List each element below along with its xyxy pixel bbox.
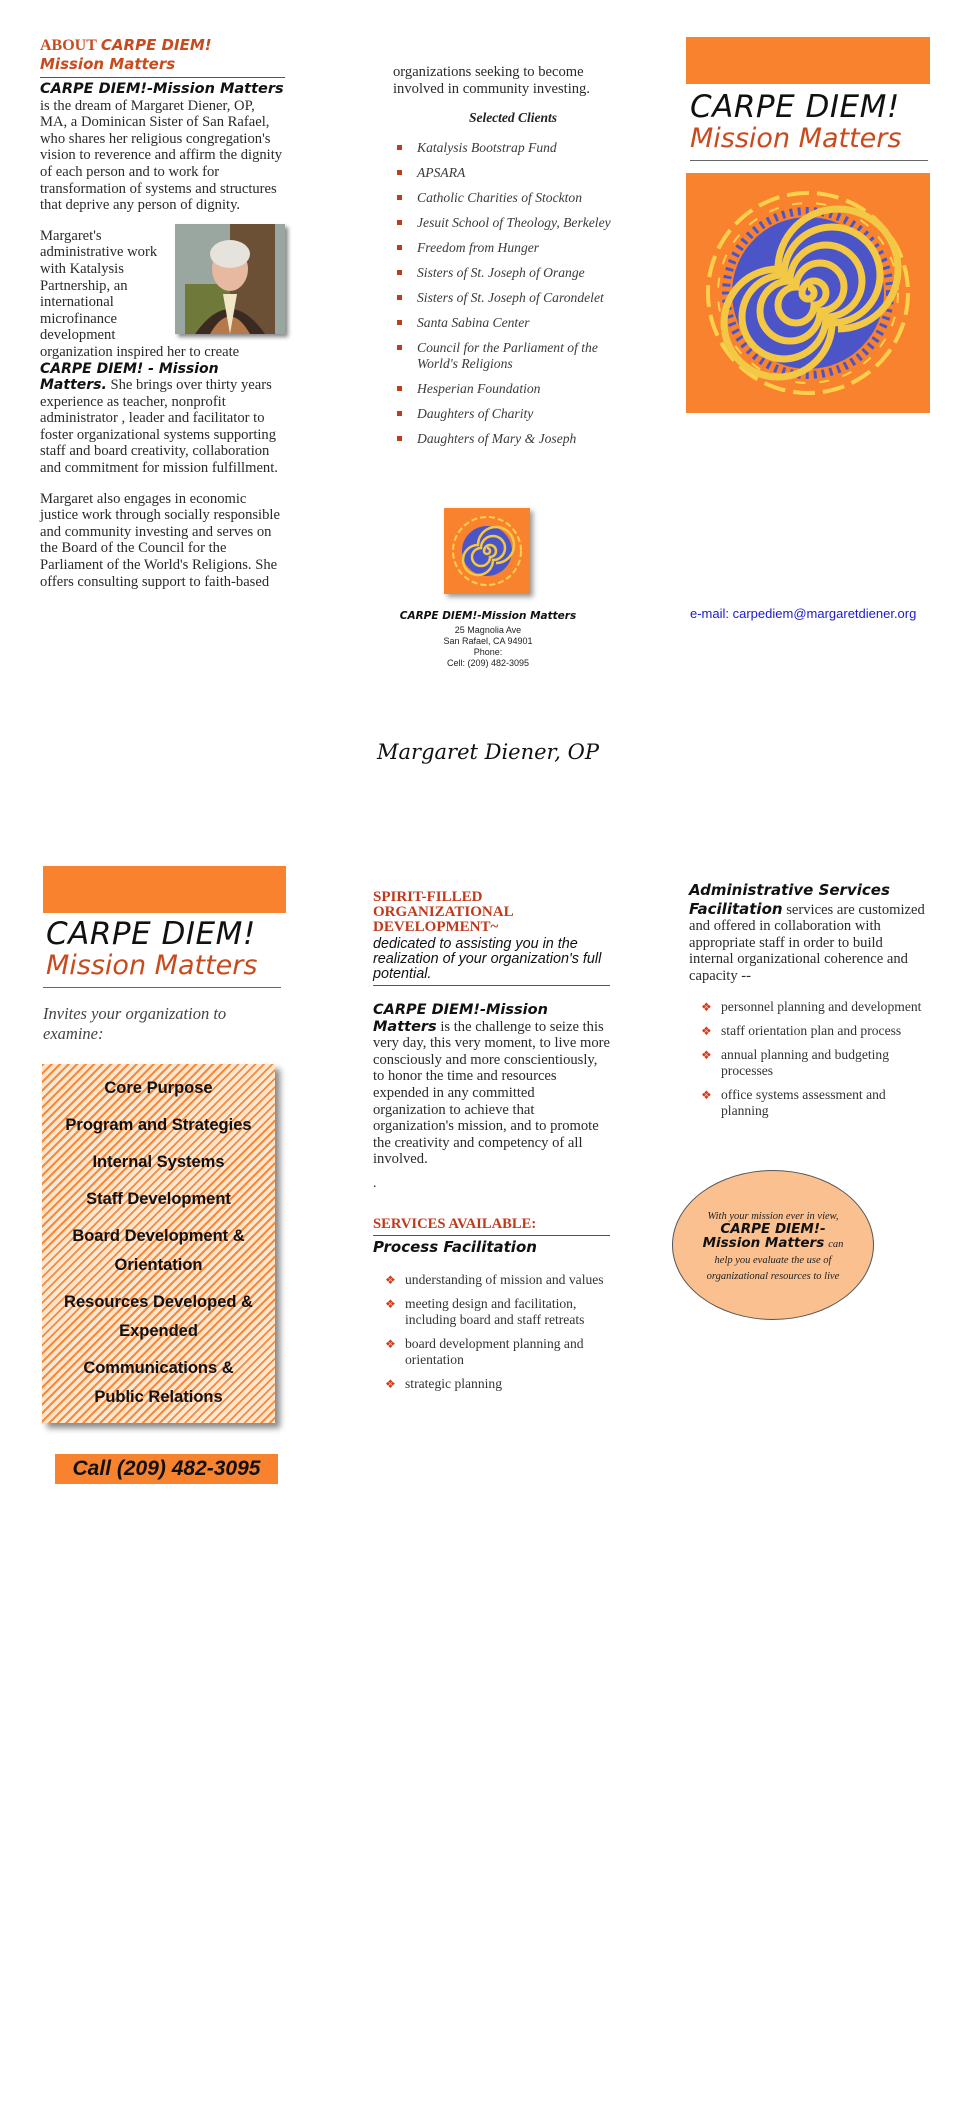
cover-title [690, 90, 934, 154]
spirit-text: CARPE DIEM!-Mission Matters is the challenge to seize this very day, this very moment, to live more consciously and more conscientiously, to honor the time and resources expended in any committed organization to achieve that organization's mission, and to promote the creativity and competency of all involved. [373, 1002, 610, 1168]
invite-text: Invites your organization to examine: [43, 1004, 227, 1043]
admin-service-item: ❖ staff orientation plan and process [699, 1023, 926, 1039]
topic-item: Staff Development [86, 1190, 231, 1208]
clients-continued-text: organizations seeking to become involved in community investing. [393, 64, 591, 97]
process-item: ❖ understanding of mission and values [383, 1272, 610, 1288]
portrait-photo [175, 224, 285, 334]
contact-logo [444, 508, 530, 594]
services-divider [373, 1235, 610, 1236]
topic-item: Internal Systems [92, 1153, 225, 1171]
client-item: Sisters of St. Joseph of Orange [395, 265, 633, 281]
client-item: Jesuit School of Theology, Berkeley [395, 215, 633, 231]
cover-divider [690, 160, 928, 161]
client-item: Sisters of St. Joseph of Carondelet [395, 290, 633, 306]
contact-brand: CARPE DIEM!-Mission Matters [399, 610, 577, 622]
about-para2: Margaret's administrative work with Katalysis Partnership, an international microfinance development organization inspired her to create CARPE DIEM! - Mission Matters. She brings over thirty years experience as teacher, nonprofit administrator , leader and facilitator to foster organizational systems supporting staff and board creativity, collaboration and commitment for mission fulfillment. [40, 228, 285, 477]
spiral-icon [444, 508, 530, 594]
spirit-heading: SPIRIT-FILLED ORGANIZATIONAL DEVELOPMENT~ [373, 889, 513, 935]
cover-top-bar [686, 37, 930, 84]
cover-logo [686, 173, 930, 413]
process-item: ❖ meeting design and facilitation, including board and staff retreats [383, 1296, 610, 1328]
about-divider [40, 77, 285, 78]
contact-cell: Cell: (209) 482-3095 [446, 658, 530, 668]
invite-brand2: Mission Matters [46, 950, 258, 981]
invite-title [46, 917, 291, 981]
client-item: Catholic Charities of Stockton [395, 190, 633, 206]
panel-admin [689, 881, 926, 1127]
spirit-dot: . [373, 1175, 377, 1191]
panel-about [40, 36, 285, 590]
contact-phone-label: Phone: [473, 647, 503, 657]
client-item: Daughters of Charity [395, 406, 633, 422]
spiral-sun-icon [686, 173, 930, 413]
invite-divider [43, 987, 281, 988]
admin-service-item: ❖ personnel planning and development [699, 999, 926, 1015]
process-list [383, 1272, 610, 1392]
cover-email-link[interactable]: e-mail: carpediem@margaretdiener.org [690, 606, 917, 621]
topics-list [42, 1064, 275, 1412]
spirit-divider [373, 985, 610, 986]
topic-item: Core Purpose [104, 1079, 213, 1097]
contact-address1: 25 Magnolia Ave [454, 625, 522, 635]
invite-brand1: CARPE DIEM! [46, 916, 256, 952]
topic-item: Program and Strategies [65, 1116, 252, 1134]
about-para3: Margaret also engages in economic justice work through socially responsible and community investing and serves on the Board of the Council for the Parliament of the World's Religions. She offers consulting support to faith-based [40, 490, 280, 590]
clients-list [395, 140, 633, 447]
call-button[interactable]: Call (209) 482-3095 [55, 1454, 278, 1484]
oval-body: CARPE DIEM!-Mission Matters can help you evaluate the use of organizational resources to live [702, 1221, 844, 1282]
admin-service-item: ❖ office systems assessment and planning [699, 1087, 926, 1119]
client-item: Hesperian Foundation [395, 381, 633, 397]
clients-title: Selected Clients [468, 110, 558, 126]
oval-line1: With your mission ever in view, [707, 1211, 839, 1222]
topics-box [42, 1064, 275, 1423]
admin-intro: Administrative Services Facilitation services are customized and offered in collaboration with appropriate staff in order to build internal organizational coherence and capacity -- [689, 881, 925, 984]
about-heading: ABOUT CARPE DIEM! Mission Matters [40, 36, 212, 73]
portrait-illustration [175, 224, 285, 334]
client-item: Daughters of Mary & Joseph [395, 431, 633, 447]
topic-item: Resources Developed & Expended [64, 1293, 253, 1340]
contact-block [393, 610, 583, 669]
cover-brand1: CARPE DIEM! [690, 89, 900, 125]
services-heading: SERVICES AVAILABLE: [373, 1215, 537, 1232]
process-title: Process Facilitation [373, 1237, 537, 1256]
about-intro: CARPE DIEM!-Mission Matters is the dream of Margaret Diener, OP, MA, a Dominican Sister of San Rafael, who shares her religious congregation's vision to reverence and affirm the dignity of each person and to work for transformation of systems and structures that deprive any person of dignity. [40, 81, 284, 214]
client-item: Council for the Parliament of the World's Religions [395, 340, 633, 372]
cover-brand2: Mission Matters [690, 123, 902, 154]
panel-services [373, 890, 610, 1400]
contact-address2: San Rafael, CA 94901 [443, 636, 533, 646]
invite-top-bar [43, 866, 286, 913]
topic-item: Communications & Public Relations [83, 1359, 234, 1406]
client-item: Katalysis Bootstrap Fund [395, 140, 633, 156]
client-item: APSARA [395, 165, 633, 181]
client-item: Santa Sabina Center [395, 315, 633, 331]
process-item: ❖ strategic planning [383, 1376, 610, 1392]
signature: Margaret Diener, OP [377, 740, 599, 764]
admin-service-item: ❖ annual planning and budgeting processes [699, 1047, 926, 1079]
topic-item: Board Development & Orientation [72, 1227, 245, 1274]
admin-list [699, 999, 926, 1119]
client-item: Freedom from Hunger [395, 240, 633, 256]
process-item: ❖ board development planning and orientation [383, 1336, 610, 1368]
mission-oval [672, 1170, 874, 1320]
panel-clients [393, 64, 633, 456]
spirit-subheading: dedicated to assisting you in the realization of your organization's full potential. [373, 936, 602, 982]
